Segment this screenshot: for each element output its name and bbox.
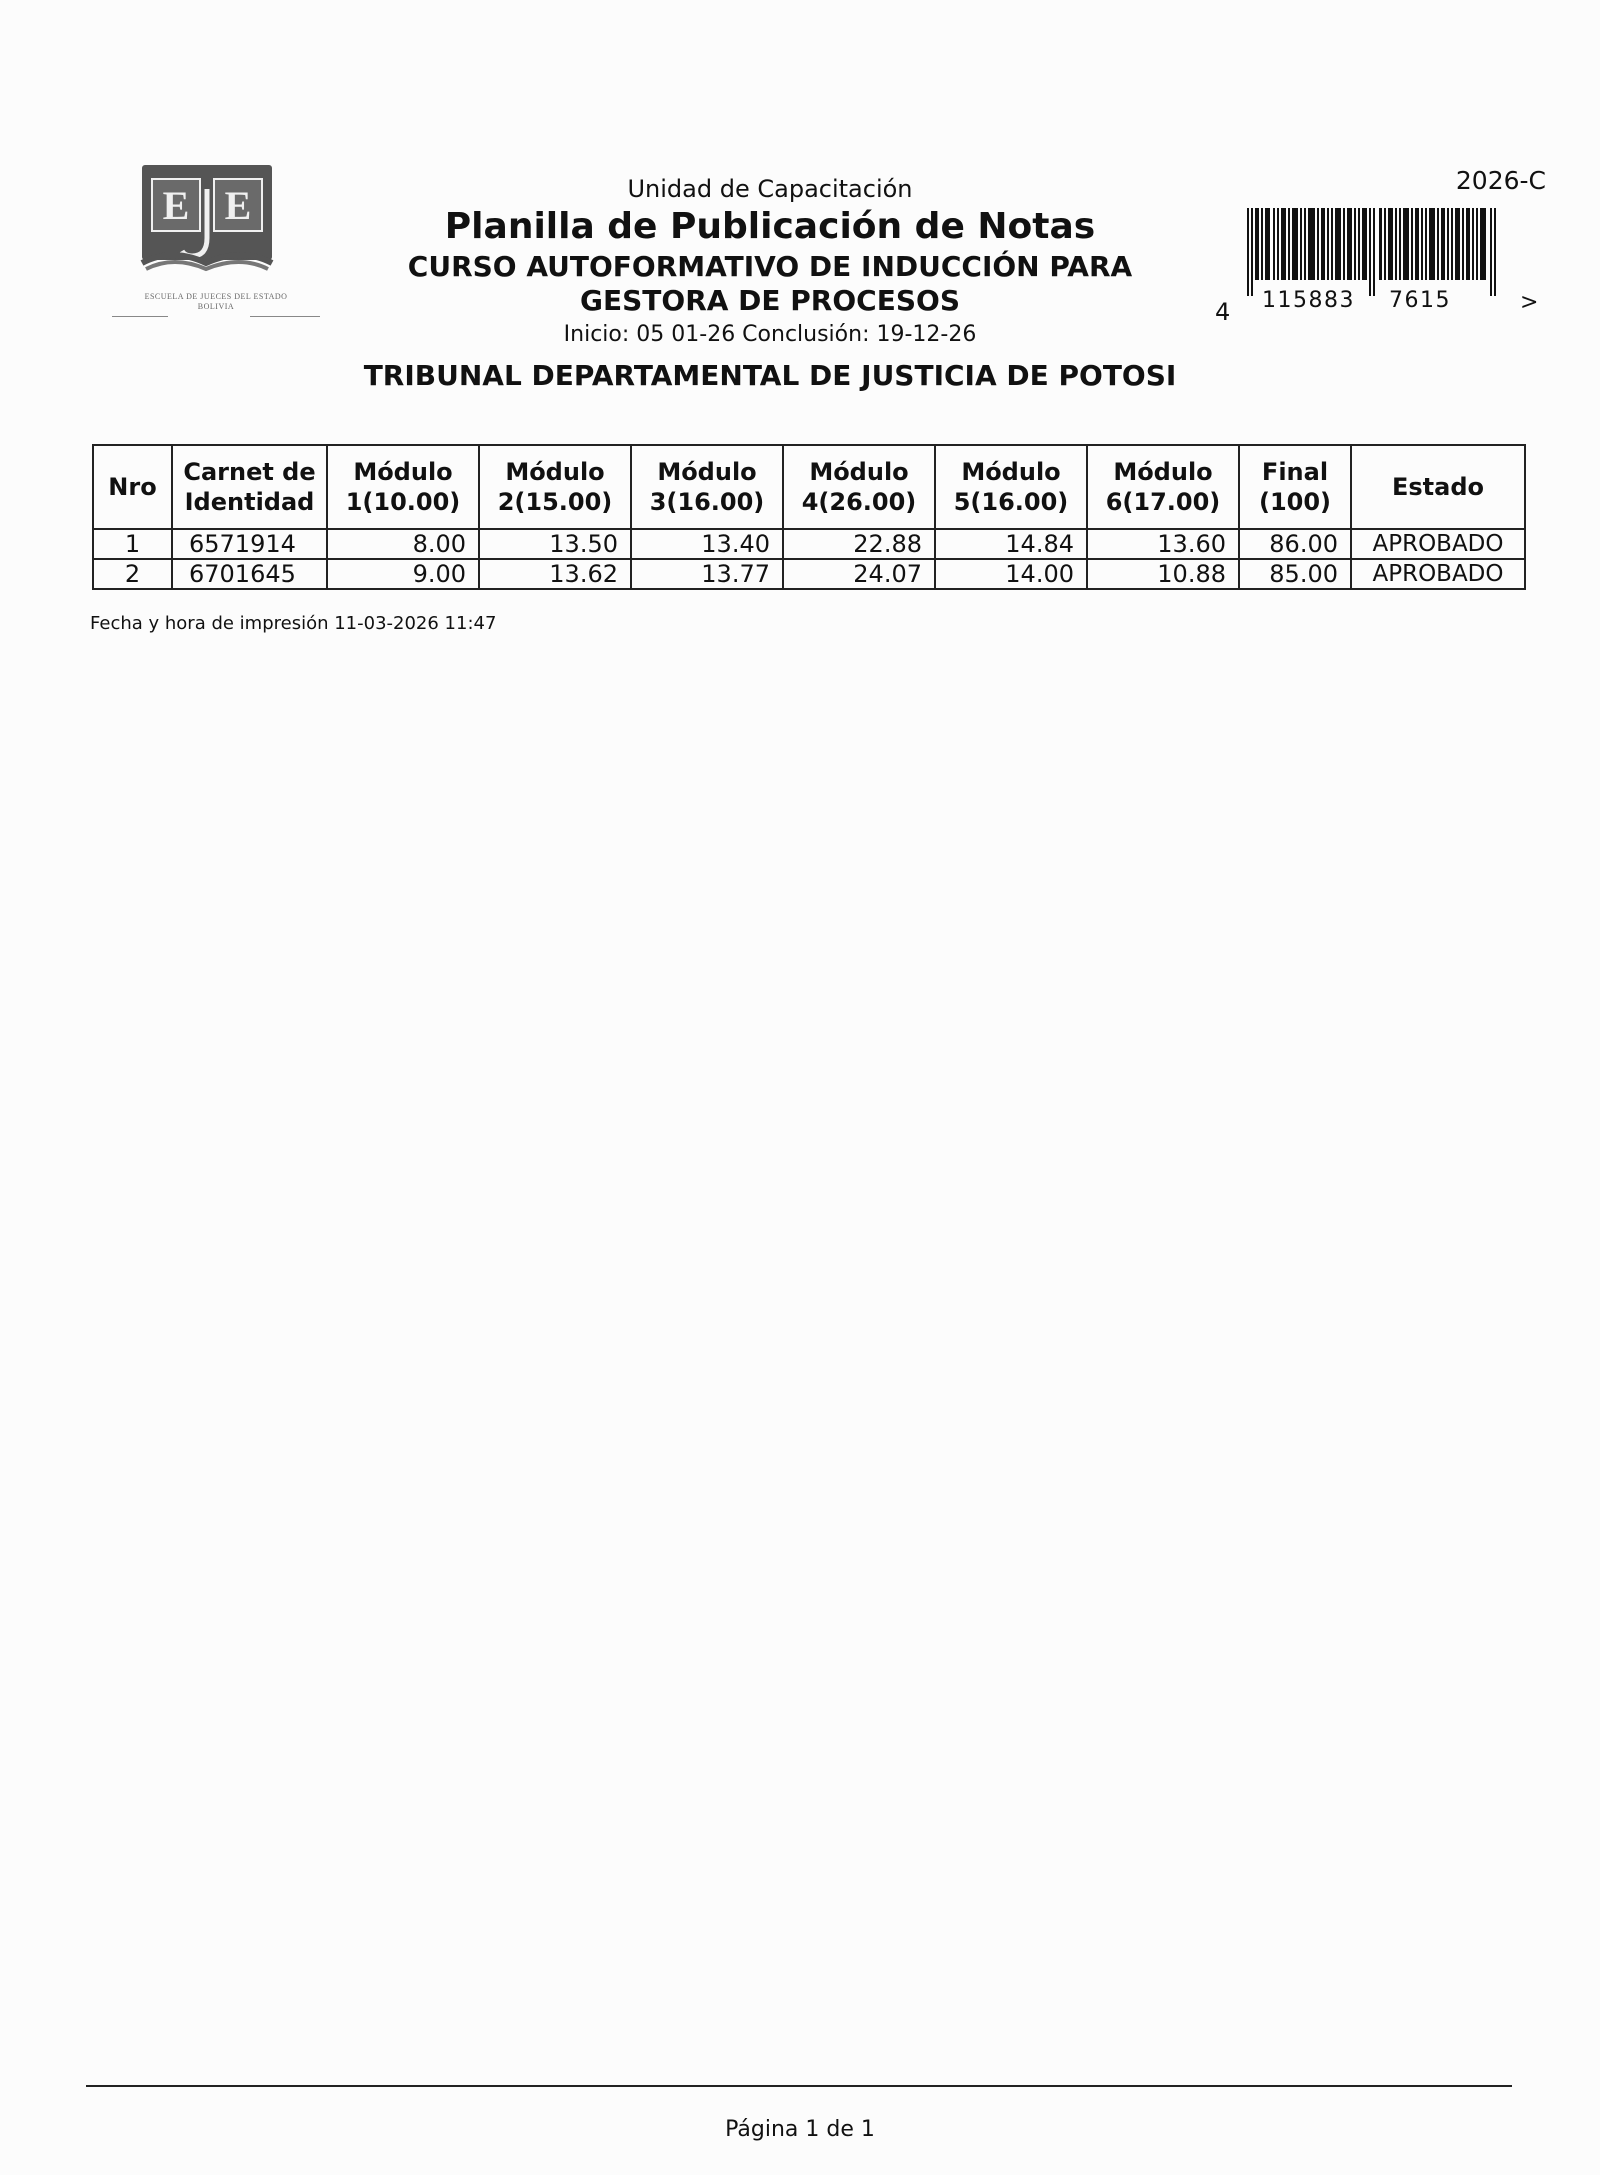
course-dates: Inicio: 05 01-26 Conclusión: 19-12-26 bbox=[563, 322, 977, 347]
final-score: 86.00 bbox=[1239, 529, 1351, 559]
column-header-module-1: Módulo 1(10.00) bbox=[327, 445, 479, 529]
page-number: Página 1 de 1 bbox=[725, 2117, 875, 2142]
table-row bbox=[93, 559, 1525, 589]
grades-table bbox=[92, 444, 1526, 590]
module-2-score: 13.50 bbox=[479, 529, 631, 559]
barcode-arrow: > bbox=[1520, 290, 1539, 315]
course-name: CURSO AUTOFORMATIVO DE INDUCCIÓN PARA GESTORA DE PROCESOS bbox=[407, 250, 1133, 317]
column-header-module-5: Módulo 5(16.00) bbox=[935, 445, 1087, 529]
status-badge: APROBADO bbox=[1351, 529, 1525, 559]
column-header-module-4: Módulo 4(26.00) bbox=[783, 445, 935, 529]
print-timestamp: Fecha y hora de impresión 11-03-2026 11:47 bbox=[90, 613, 497, 634]
module-1-score: 8.00 bbox=[327, 529, 479, 559]
column-header-final: Final (100) bbox=[1239, 445, 1351, 529]
court-name: TRIBUNAL DEPARTAMENTAL DE JUSTICIA DE POTOSI bbox=[363, 359, 1177, 392]
logo-caption-line-1: ESCUELA DE JUECES DEL ESTADO bbox=[144, 292, 288, 301]
barcode-prefix: 4 bbox=[1215, 298, 1231, 326]
row-number: 2 bbox=[93, 559, 172, 589]
identity-number: 6571914 bbox=[172, 529, 327, 559]
footer-divider bbox=[86, 2085, 1512, 2087]
column-header-module-3: Módulo 3(16.00) bbox=[631, 445, 783, 529]
column-header-status: Estado bbox=[1351, 445, 1525, 529]
column-header-id: Carnet de Identidad bbox=[172, 445, 327, 529]
module-1-score: 9.00 bbox=[327, 559, 479, 589]
status-badge: APROBADO bbox=[1351, 559, 1525, 589]
module-5-score: 14.00 bbox=[935, 559, 1087, 589]
module-6-score: 13.60 bbox=[1087, 529, 1239, 559]
column-header-module-6: Módulo 6(17.00) bbox=[1087, 445, 1239, 529]
table-header-row bbox=[93, 445, 1525, 529]
module-5-score: 14.84 bbox=[935, 529, 1087, 559]
module-2-score: 13.62 bbox=[479, 559, 631, 589]
table-row bbox=[93, 529, 1525, 559]
svg-text:E: E bbox=[162, 183, 190, 228]
column-header-nro: Nro bbox=[93, 445, 172, 529]
unit-name: Unidad de Capacitación bbox=[627, 175, 913, 203]
row-number: 1 bbox=[93, 529, 172, 559]
logo-caption-line-2: BOLIVIA bbox=[197, 302, 235, 311]
logo-rule-left bbox=[112, 316, 168, 317]
svg-text:E: E bbox=[224, 183, 252, 228]
module-4-score: 24.07 bbox=[783, 559, 935, 589]
barcode-end-digits: 7615 bbox=[1389, 288, 1451, 313]
book-emblem-icon bbox=[138, 165, 276, 281]
module-3-score: 13.77 bbox=[631, 559, 783, 589]
barcode-main-digits: 115883 bbox=[1262, 288, 1355, 313]
barcode bbox=[1215, 208, 1545, 326]
module-4-score: 22.88 bbox=[783, 529, 935, 559]
grades-table-wrapper bbox=[92, 444, 1524, 590]
document-title: Planilla de Publicación de Notas bbox=[444, 206, 1096, 247]
logo-caption bbox=[100, 292, 332, 312]
module-3-score: 13.40 bbox=[631, 529, 783, 559]
institution-logo bbox=[100, 165, 332, 325]
final-score: 85.00 bbox=[1239, 559, 1351, 589]
column-header-module-2: Módulo 2(15.00) bbox=[479, 445, 631, 529]
identity-number: 6701645 bbox=[172, 559, 327, 589]
logo-rule-right bbox=[250, 316, 320, 317]
document-header bbox=[330, 174, 1210, 394]
document-code: 2026-C bbox=[1455, 166, 1546, 195]
module-6-score: 10.88 bbox=[1087, 559, 1239, 589]
